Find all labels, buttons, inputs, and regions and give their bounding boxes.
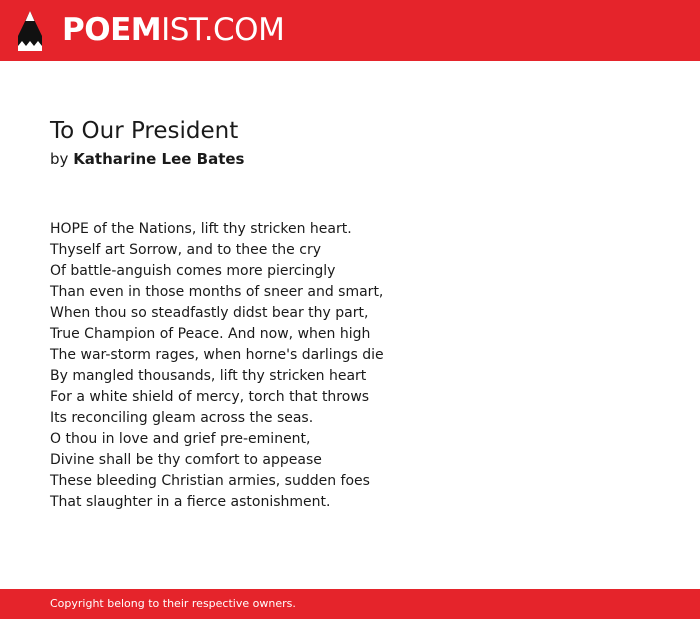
poem-line: By mangled thousands, lift thy stricken heart [50,368,367,384]
poem-title: To Our President [50,118,239,144]
poem-line: O thou in love and grief pre-eminent, [50,431,311,447]
copyright-text: Copyright belong to their respective owners. [50,597,296,610]
poem-body [50,219,384,513]
header-bar [0,0,700,61]
brand-logo[interactable] [62,12,284,48]
poem-line: Thyself art Sorrow, and to thee the cry [50,242,321,258]
poem-line: That slaughter in a fierce astonishment. [50,494,331,510]
footer-bar [0,589,700,619]
poem-line: HOPE of the Nations, lift thy stricken heart. [50,221,352,237]
poem-line: These bleeding Christian armies, sudden foes [50,473,370,489]
brand-logo-light: IST.COM [161,12,285,48]
poem-author: Katharine Lee Bates [73,150,245,168]
poem-line: When thou so steadfastly didst bear thy part, [50,305,369,321]
poem-line: True Champion of Peace. And now, when high [50,326,371,342]
brand-logo-bold: POEM [62,12,162,48]
poem-line: Its reconciling gleam across the seas. [50,410,314,426]
poem-line: Than even in those months of sneer and smart, [50,284,384,300]
poem-line: For a white shield of mercy, torch that throws [50,389,370,405]
poem-line: Divine shall be thy comfort to appease [50,452,322,468]
pencil-tip-icon [17,10,43,52]
poem-line: Of battle-anguish comes more piercingly [50,263,336,279]
poem-byline [50,149,244,169]
poem-line: The war-storm rages, when horne's darlings die [50,347,384,363]
by-label: by [50,150,69,168]
